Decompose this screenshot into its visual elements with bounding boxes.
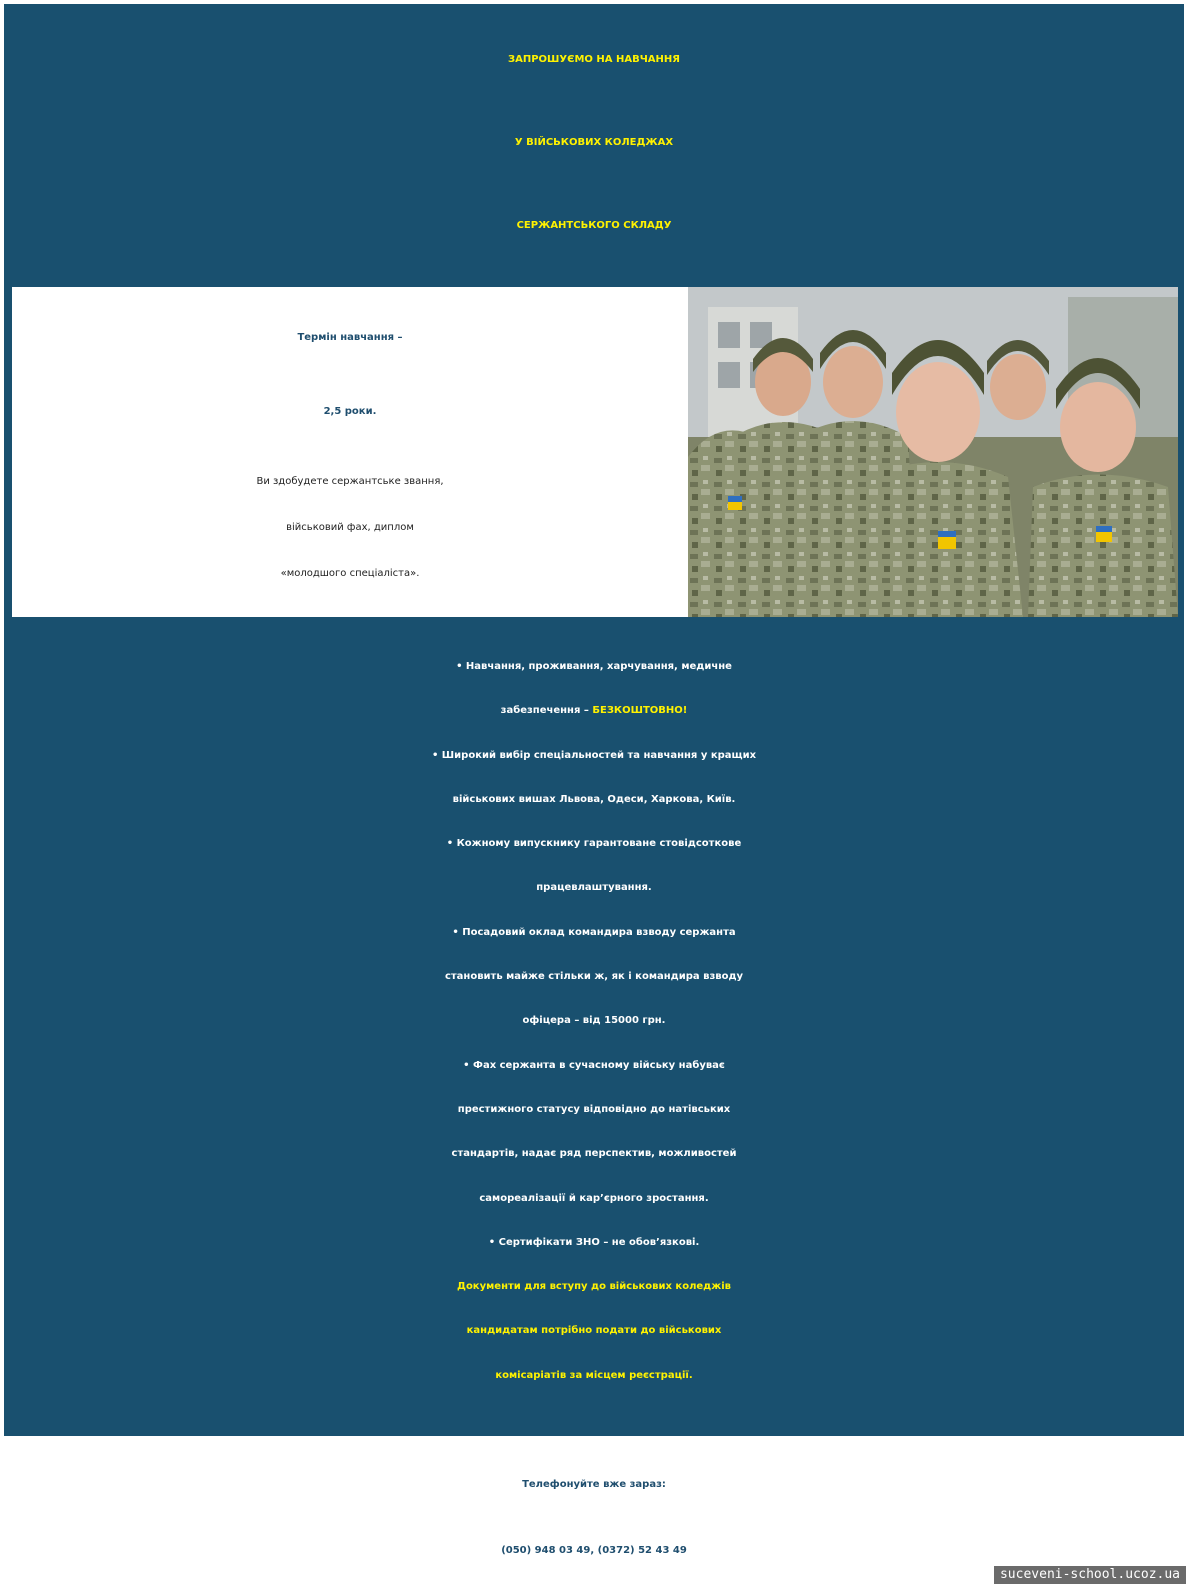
bullet-line: працевлаштування.: [536, 882, 652, 894]
study-term-line: 2,5 роки.: [323, 406, 377, 417]
contact-footer: [4, 1452, 1184, 1584]
bullet-line: • Фах сержанта в сучасному війську набуває: [463, 1059, 725, 1071]
documents-note-line: комісаріатів за місцем реєстрації.: [495, 1369, 693, 1381]
call-to-action: Телефонуйте вже зараз:: [522, 1479, 666, 1490]
bullet-line: престижного статусу відповідно до натівських: [457, 1103, 731, 1115]
headline-line: У ВІЙСЬКОВИХ КОЛЕДЖАХ: [514, 137, 674, 148]
documents-note-line: Документи для вступу до військових коледжів: [457, 1281, 731, 1293]
bullet-line: самореалізації й кар’єрного зростання.: [479, 1192, 709, 1204]
soldiers-photo: [688, 287, 1178, 617]
bullet-line: стандартів, надає ряд перспектив, можливостей: [451, 1148, 737, 1160]
bullet-line: офіцера – від 15000 грн.: [522, 1015, 666, 1027]
study-term: [12, 301, 688, 449]
bullet-line: військових вишах Львова, Одеси, Харкова, Київ.: [452, 793, 736, 805]
benefits-list: [4, 645, 1184, 1398]
study-info-box: [12, 287, 688, 617]
bullet-line: • Сертифікати ЗНО – не обов’язкові.: [488, 1236, 700, 1248]
free-highlight: БЕЗКОШТОВНО!: [592, 705, 688, 717]
phone-numbers: (050) 948 03 49, (0372) 52 43 49: [501, 1545, 687, 1556]
headline-line: ЗАПРОШУЄМО НА НАВЧАННЯ: [508, 54, 680, 65]
bullet-line: • Посадовий оклад командира взводу сержанта: [452, 926, 736, 938]
bullet-text: забезпечення –: [500, 705, 593, 717]
poster-headline: [4, 18, 1184, 267]
bullet-line: [4, 689, 1184, 733]
documents-note-line: кандидатам потрібно подати до військових: [466, 1325, 722, 1337]
study-benefits: [12, 459, 688, 597]
benefit-line: військовий фах, диплом: [286, 522, 414, 533]
bullet-line: • Навчання, проживання, харчування, медичне: [456, 661, 732, 672]
benefit-line: «молодшого спеціаліста».: [280, 568, 420, 579]
bullet-line: становить майже стільки ж, як і командира взводу: [444, 971, 744, 983]
soldiers-illustration: [688, 287, 1178, 617]
benefit-line: Ви здобудете сержантське звання,: [256, 476, 444, 487]
bullet-line: • Кожному випускнику гарантоване стовідсоткове: [446, 838, 742, 850]
study-term-line: Термін навчання –: [297, 332, 403, 343]
headline-line: СЕРЖАНТСЬКОГО СКЛАДУ: [516, 220, 672, 231]
site-watermark: suceveni-school.ucoz.ua: [994, 1566, 1186, 1584]
bullet-line: • Широкий вибір спеціальностей та навчання у кращих: [431, 749, 757, 761]
